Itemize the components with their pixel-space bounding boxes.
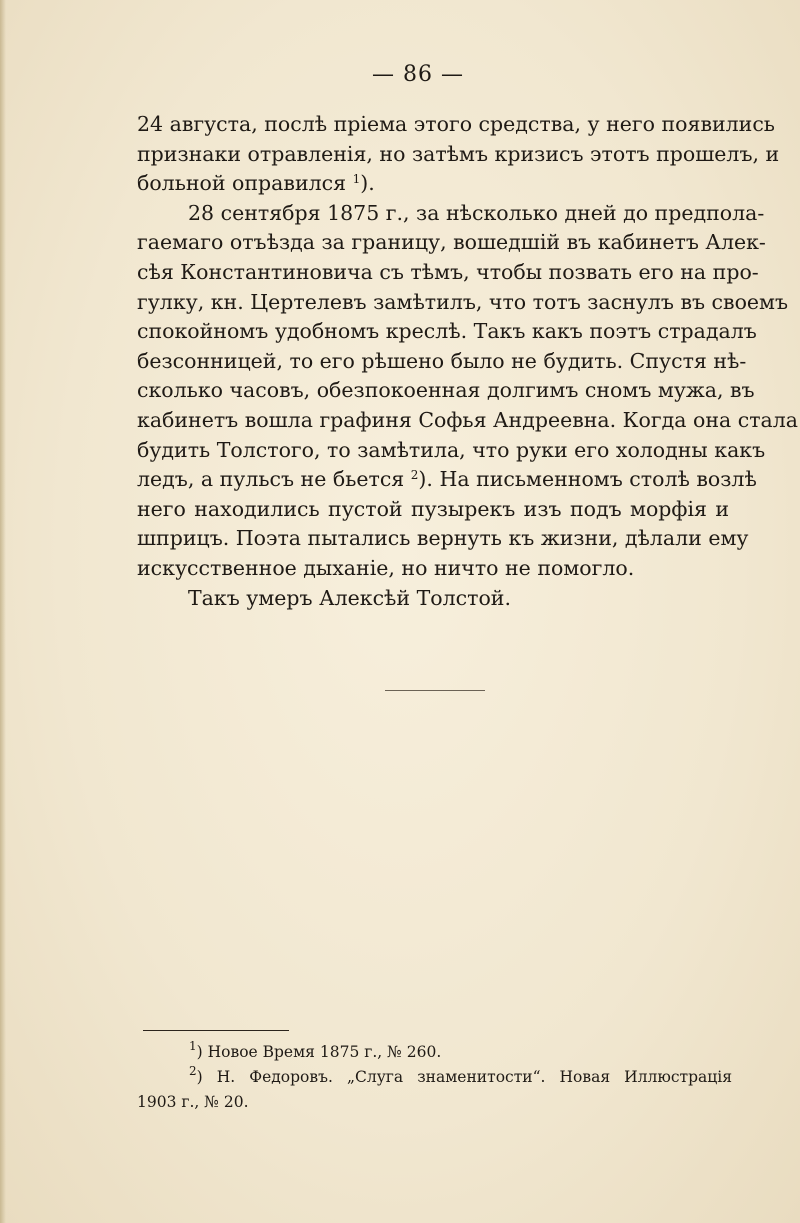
footnote-ref-2[interactable]: 2 (410, 468, 419, 483)
footnotes (137, 1040, 732, 1115)
paragraph-1 (137, 110, 780, 199)
footnote-rule (143, 1030, 289, 1031)
text-fragment: ). (360, 171, 375, 196)
paragraph-2 (137, 199, 799, 584)
text-line: безсонницей, то его рѣшено было не будить. Спустя нѣ- (137, 348, 747, 373)
footnote-2-continuation: 1903 г., № 20. (137, 1093, 249, 1111)
text-line: спокойномъ удобномъ креслѣ. Такъ какъ поэтъ страдалъ (137, 319, 757, 344)
text-line: сѣя Константиновича съ тѣмъ, чтобы позвать его на про- (137, 259, 759, 284)
text-line (137, 465, 757, 495)
footnote-2 (137, 1065, 732, 1090)
footnote-text: ) Н. Федоровъ. „Слуга знаменитости“. Новая Иллюстрація (196, 1068, 732, 1086)
text-line: 28 сентября 1875 г., за нѣсколько дней до предпола- (188, 200, 765, 225)
footnote-marker: 2 (189, 1064, 197, 1078)
footnote-marker: 1 (189, 1039, 197, 1053)
text-line: будить Толстого, то замѣтила, что руки его холодны какъ (137, 437, 766, 462)
footnote-text: ) Новое Время 1875 г., № 260. (196, 1043, 442, 1061)
text-fragment: ледъ, а пульсъ не бьется (137, 467, 405, 492)
text-line: кабинетъ вошла графиня Софья Андреевна. Когда она стала (137, 407, 799, 432)
text-line: сколько часовъ, обезпокоенная долгимъ сномъ мужа, въ (137, 378, 755, 403)
text-line: гулку, кн. Цертелевъ замѣтилъ, что тотъ заснулъ въ своемъ (137, 289, 789, 314)
paragraph-3 (137, 584, 729, 614)
main-text (137, 110, 799, 613)
page-edge-shadow (0, 0, 6, 1223)
text-line: шприцъ. Поэта пытались вернуть къ жизни, дѣлали ему (137, 526, 749, 551)
text-fragment: ). На письменномъ столѣ возлѣ (418, 467, 757, 492)
text-fragment: больной оправился (137, 171, 347, 196)
footnote-1 (137, 1040, 732, 1065)
page-number: — 86 — (372, 62, 464, 87)
text-line: признаки отравленія, но затѣмъ кризисъ этотъ прошелъ, и (137, 141, 780, 166)
text-line: Такъ умеръ Алексѣй Толстой. (188, 585, 511, 610)
text-line: гаемаго отъѣзда за границу, вошедшій въ кабинетъ Алек- (137, 230, 766, 255)
section-separator (385, 690, 485, 691)
text-line (137, 169, 729, 199)
text-line: искусственное дыханіе, но ничто не помогло. (137, 555, 635, 580)
footnote-ref-1[interactable]: 1 (352, 172, 361, 187)
text-line: 24 августа, послѣ пріема этого средства, у него появились (137, 112, 775, 136)
text-line: него находились пустой пузырекъ изъ подъ морфія и (137, 496, 729, 521)
